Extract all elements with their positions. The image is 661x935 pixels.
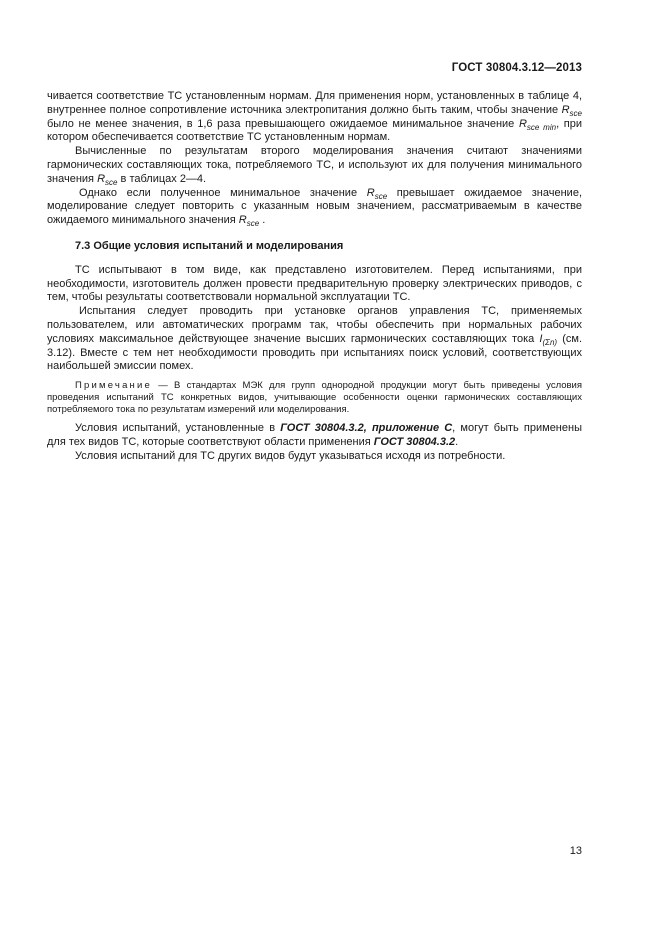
annex-reference: приложение С xyxy=(371,422,453,435)
symbol-r-sce-min: $R_{sce min}$ xyxy=(518,117,557,132)
symbol-r-sce: $R_{sce}$ xyxy=(238,214,260,229)
gost-reference: ГОСТ 30804.3.2 xyxy=(280,422,364,435)
paragraph-repeat-simulation: Однако если полученное минимальное значение $R_{sce}$ превышает ожидаемое значение, моделирование следует повторить с указанным новым значением, рассматриваемым в качестве ожидаемого минимального значения $R_{sce}$ . xyxy=(47,186,583,229)
paragraph-test-controls: Испытания следует проводить при установке органов управления ТС, применяемых пользователем, или автоматических программ так, чтобы обеспечить при нормальных рабочих условиях максимальное действующее значение высших гармонических составляющих тока $I_{(\Sigma n)}$ (см. 3.12). Вместе с тем нет необходимости проводить при испытаниях поиск условий, соответствующих наибольшей эмиссии помех. xyxy=(47,305,583,373)
gost-reference: ГОСТ 30804.3.2 xyxy=(373,435,456,448)
paragraph-test-condition: ТС испытывают в том виде, как представлено изготовителем. Перед испытаниями, при необходимости, изготовитель должен провести предварительную проверку электрических приводов, с тем, чтобы результаты соответствовали нормальной эксплуатации ТС. xyxy=(47,263,582,304)
symbol-i-sigma-n: $I_{(\Sigma n)}$ xyxy=(539,332,558,347)
paragraph-second-simulation: Вычисленные по результатам второго моделирования значения считают значениями гармонических составляющих тока, потребляемого ТС, и используют их для получения минимального значения $R_{sce}$ в таблицах 2—4. xyxy=(47,145,582,187)
page-number: 13 xyxy=(569,845,582,857)
document-code: ГОСТ 30804.3.12—2013 xyxy=(451,62,582,74)
note-label: Примечание xyxy=(75,380,152,392)
paragraph-other-types: Условия испытаний для ТС других видов будут указываться исходя из потребности. xyxy=(75,449,506,462)
symbol-r-sce: $R_{sce}$ xyxy=(561,103,582,118)
paragraph-continuation: чивается соответствие ТС установленным нормам. Для применения норм, установленных в таблице 4, внутреннее полное сопротивление источника электропитания должно быть таким, чтобы значение $R_{sce}$ было не менее значения, в 1,6 раза превышающего ожидаемое минимальное значение $R_{sce min}$, при котором обеспечивается соответствие ТС установленным нормам. xyxy=(47,90,582,144)
symbol-r-sce: $R_{sce}$ xyxy=(97,172,118,187)
page-body xyxy=(47,90,582,464)
section-heading: 7.3 Общие условия испытаний и моделирования xyxy=(75,239,344,252)
symbol-r-sce: $R_{sce}$ xyxy=(366,186,388,201)
paragraph-gost-reference: Условия испытаний, установленные в ГОСТ 30804.3.2, приложение С, могут быть применены для тех видов ТС, которые соответствуют области применения ГОСТ 30804.3.2. xyxy=(47,422,582,448)
note-paragraph: Примечание — В стандартах МЭК для групп однородной продукции могут быть приведены условия проведения испытаний ТС конкретных видов, учитывающие особенности оценки гармонических составляющих потребляемого тока по результатам измерений или моделирования. xyxy=(47,380,582,416)
